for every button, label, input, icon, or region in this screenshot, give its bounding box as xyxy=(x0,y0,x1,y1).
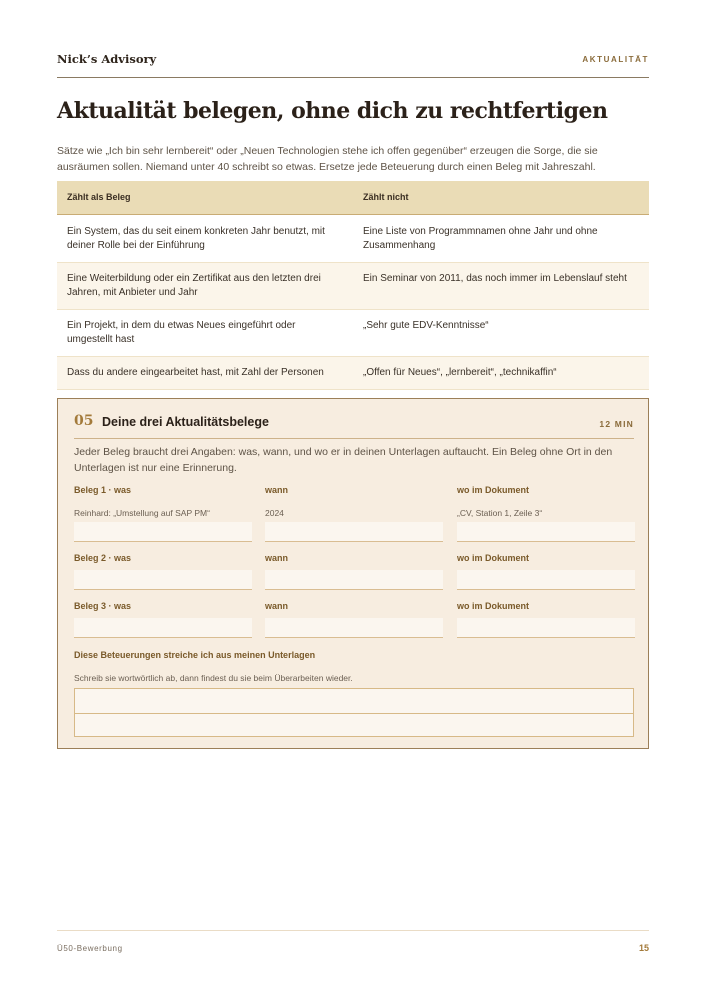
page-header xyxy=(57,52,649,68)
evidence-2-what-label: Beleg 2 · was xyxy=(74,553,132,563)
footer-divider xyxy=(57,930,649,931)
evidence-3-when-label: wann xyxy=(265,601,289,611)
table-cell: Eine Liste von Programmnamen ohne Jahr und ohne Zusammenhang xyxy=(363,226,598,251)
page-number: 15 xyxy=(638,943,649,953)
footer-document-name: Ü50-Bewerbung xyxy=(57,944,123,953)
exercise-intro: Jeder Beleg braucht drei Angaben: was, wann, und wo er in deinen Unterlagen auftaucht. Ein Beleg ohne Ort in den Unterlagen ist nur eine Erinnerung. xyxy=(74,446,613,474)
evidence-1-when-field[interactable] xyxy=(265,522,443,542)
evidence-3-when-field[interactable] xyxy=(265,618,443,638)
table-header xyxy=(57,181,649,215)
strike-list-label: Diese Beteuerungen streiche ich aus meinen Unterlagen xyxy=(74,650,316,660)
brand-name: Nick’s Advisory xyxy=(57,52,157,66)
table-row xyxy=(57,215,649,263)
evidence-3-where-field[interactable] xyxy=(457,618,635,638)
evidence-table xyxy=(57,181,649,390)
evidence-1-example-what: Reinhard: „Umstellung auf SAP PM“ xyxy=(74,508,210,518)
column-header-counts: Zählt als Beleg xyxy=(67,192,131,202)
table-row xyxy=(57,357,649,390)
table-cell: „Offen für Neues“, „lernbereit“, „technikaffin“ xyxy=(363,367,557,378)
table-cell: Ein Projekt, in dem du etwas Neues eingeführt oder umgestellt hast xyxy=(67,320,296,345)
section-tag: AKTUALITÄT xyxy=(582,55,649,64)
evidence-2-when-label: wann xyxy=(265,553,289,563)
evidence-3-what-label: Beleg 3 · was xyxy=(74,601,132,611)
exercise-number: 05 xyxy=(74,413,94,429)
exercise-duration: 12 MIN xyxy=(599,419,634,429)
column-header-not-counts: Zählt nicht xyxy=(363,192,409,202)
evidence-1-where-label: wo im Dokument xyxy=(457,485,530,495)
evidence-3-where-label: wo im Dokument xyxy=(457,601,530,611)
evidence-1-when-label: wann xyxy=(265,485,289,495)
exercise-box xyxy=(57,398,649,749)
strike-list-field[interactable] xyxy=(74,688,634,737)
evidence-1-what-field[interactable] xyxy=(74,522,252,542)
evidence-2-what-field[interactable] xyxy=(74,570,252,590)
exercise-header xyxy=(74,412,634,439)
table-row xyxy=(57,310,649,357)
strike-list-hint: Schreib sie wortwörtlich ab, dann findest du sie beim Überarbeiten wieder. xyxy=(74,673,353,683)
table-cell: Ein System, das du seit einem konkreten Jahr benutzt, mit deiner Rolle bei der Einführung xyxy=(67,226,325,251)
evidence-3-what-field[interactable] xyxy=(74,618,252,638)
evidence-1-example-where: „CV, Station 1, Zeile 3“ xyxy=(457,508,543,518)
header-divider xyxy=(57,77,649,78)
intro-text: Sätze wie „Ich bin sehr lernbereit“ oder „Neuen Technologien stehe ich offen gegenüber“ erzeugen die Sorge, die sie ausräumen sollen. Niemand unter 40 schreibt so etwas. Ersetze jede Beteuerung durch einen Beleg mit Jahreszahl. xyxy=(57,145,598,173)
table-row xyxy=(57,263,649,310)
table-cell: Ein Seminar von 2011, das noch immer im Lebenslauf steht xyxy=(363,273,627,284)
evidence-2-when-field[interactable] xyxy=(265,570,443,590)
table-cell: Dass du andere eingearbeitet hast, mit Zahl der Personen xyxy=(67,367,324,378)
page-title: Aktualität belegen, ohne dich zu rechtfertigen xyxy=(57,98,608,124)
evidence-1-where-field[interactable] xyxy=(457,522,635,542)
evidence-2-where-field[interactable] xyxy=(457,570,635,590)
table-cell: Eine Weiterbildung oder ein Zertifikat aus den letzten drei Jahren, mit Anbieter und Jahr xyxy=(67,273,321,298)
evidence-1-example-when: 2024 xyxy=(265,508,284,518)
evidence-2-where-label: wo im Dokument xyxy=(457,553,530,563)
table-cell: „Sehr gute EDV-Kenntnisse“ xyxy=(363,320,489,331)
strike-list-divider xyxy=(75,713,633,714)
evidence-1-what-label: Beleg 1 · was xyxy=(74,485,132,495)
exercise-title: Deine drei Aktualitätsbelege xyxy=(102,415,269,429)
